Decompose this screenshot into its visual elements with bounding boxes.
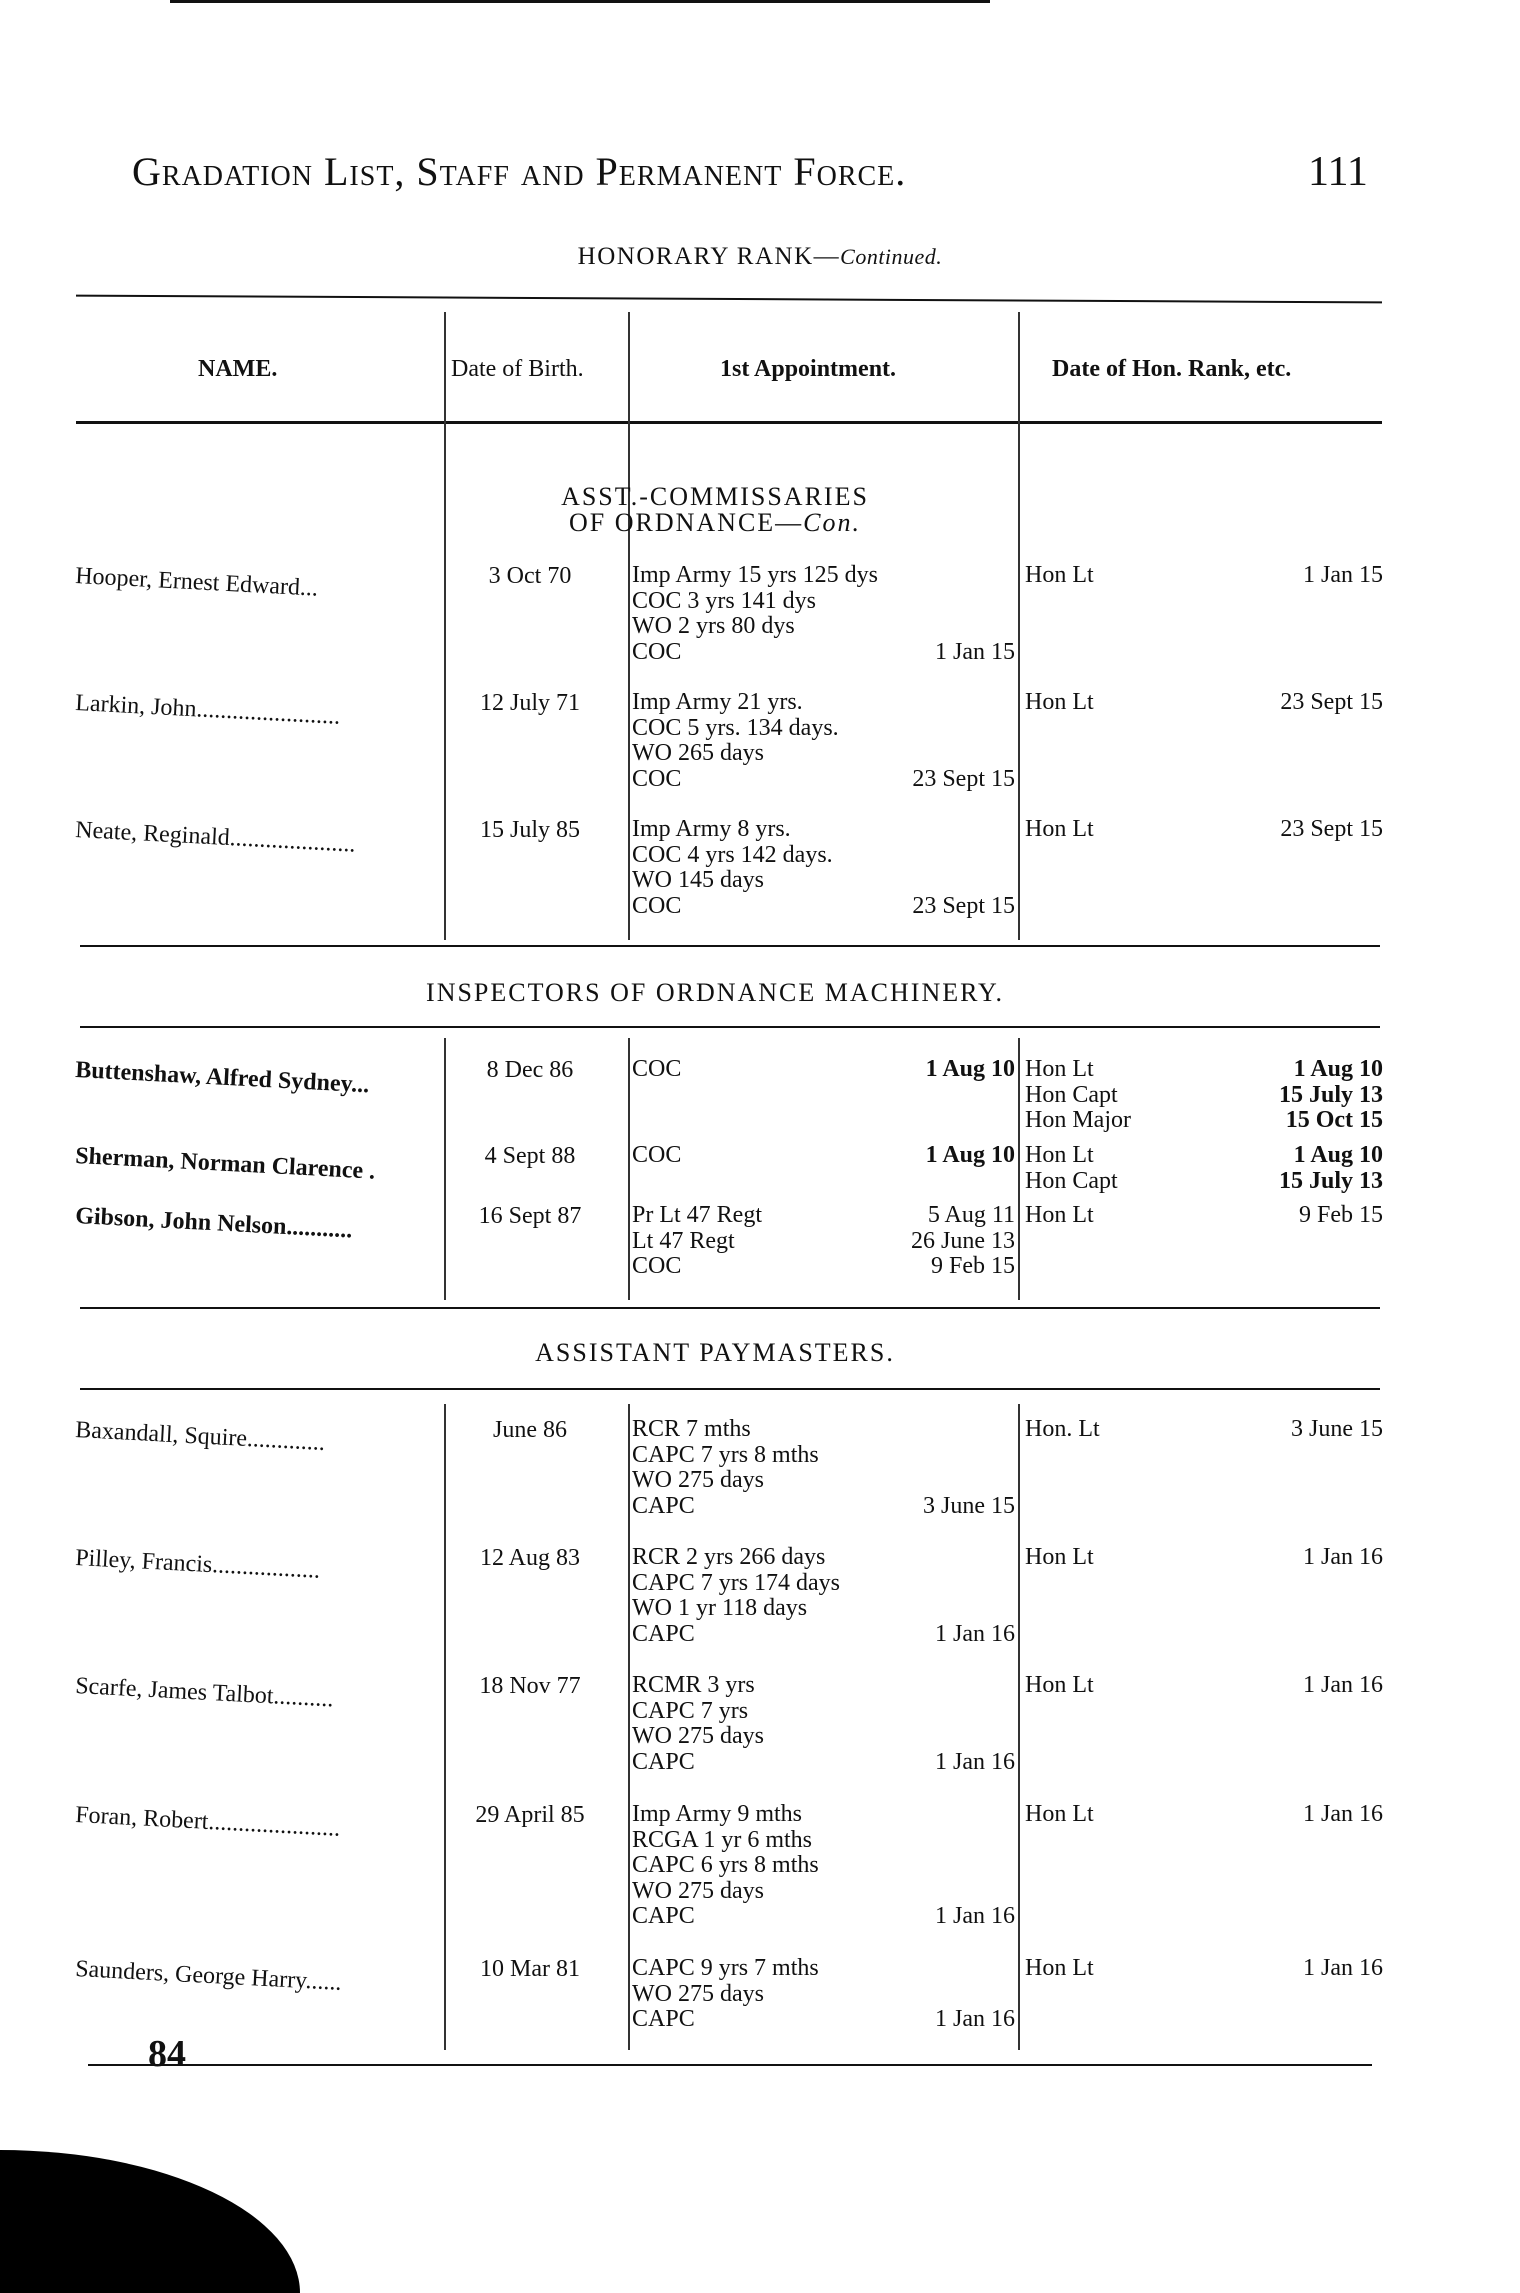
appointment-line: COC 5 yrs. 134 days. [632, 714, 839, 741]
appointment-line: WO 145 days [632, 867, 764, 893]
section-end-rule-2 [80, 1307, 1380, 1309]
section-rule-2 [80, 1026, 1380, 1028]
section-title-line2: OF ORDNANCE—Con. [568, 508, 862, 537]
appointment-line: COC 3 yrs 141 dys [632, 587, 817, 614]
column-header-hon-rank: Date of Hon. Rank, etc. [1052, 356, 1292, 382]
rank-line: Hon Lt 1 Jan 16 [1025, 1672, 1383, 1698]
column-divider-3 [1018, 312, 1020, 940]
appointment-line: WO 2 yrs 80 dys [632, 613, 795, 639]
appointment-line: CAPC 1 Jan 16 [632, 2006, 1015, 2032]
appointment-line: CAPC 7 yrs 8 mths [632, 1441, 819, 1468]
entry-hon-ranks [1025, 1545, 1383, 1571]
rank-line: Hon. Lt 3 June 15 [1025, 1416, 1383, 1442]
appointment-line: Imp Army 9 mths [632, 1801, 803, 1827]
entry-birth: 4 Sept 88 [484, 1143, 576, 1169]
rank-line: Hon Lt 23 Sept 15 [1025, 689, 1383, 715]
section-title-asst-commissaries [0, 484, 1430, 536]
appointment-line: CAPC 3 June 15 [632, 1492, 1015, 1519]
entry-appointments [632, 690, 1015, 792]
page-title: Gradation List, Staff and Permanent Force. [132, 149, 907, 194]
entry-birth: 8 Dec 86 [486, 1057, 574, 1083]
entry-appointments [632, 1417, 1015, 1519]
entry-birth: 10 Mar 81 [480, 1956, 580, 1982]
entry-name: Baxandall, Squire............. [74, 1417, 326, 1457]
entry-name: Sherman, Norman Clarence . [74, 1143, 376, 1185]
appointment-line: COC 1 Aug 10 [632, 1056, 1015, 1082]
entry-hon-ranks [1025, 1417, 1383, 1443]
entry-appointments [632, 1203, 1015, 1280]
header-bottom-rule [76, 421, 1382, 424]
entry-hon-ranks [1025, 1057, 1383, 1134]
table-bottom-rule [88, 2064, 1372, 2066]
rank-line: Hon Capt 15 July 13 [1025, 1081, 1383, 1108]
appointment-line: RCGA 1 yr 6 mths [632, 1826, 813, 1853]
appointment-line: RCMR 3 yrs [632, 1672, 755, 1698]
column-header-birth: Date of Birth. [451, 356, 584, 382]
rank-line: Hon Lt 1 Jan 16 [1025, 1544, 1383, 1570]
appointment-line: CAPC 1 Jan 16 [632, 1620, 1015, 1647]
section-end-rule-1 [80, 945, 1380, 947]
appointment-line: COC 23 Sept 15 [632, 765, 1015, 792]
section-title-line1: ASST.-COMMISSARIES [561, 482, 869, 511]
entry-birth: 3 Oct 70 [488, 563, 572, 589]
entry-appointments [632, 1802, 1015, 1930]
appointment-line: Imp Army 21 yrs. [632, 689, 803, 715]
entry-hon-ranks [1025, 1956, 1383, 1982]
entry-appointments [632, 1143, 1015, 1169]
entry-name: Neate, Reginald..................... [74, 817, 357, 858]
entry-birth: 18 Nov 77 [479, 1673, 581, 1699]
appointment-line: CAPC 7 yrs 174 days [632, 1569, 841, 1596]
appointment-line: WO 275 days [632, 1980, 764, 2007]
top-edge-rule [170, 0, 990, 3]
appointment-line: CAPC 1 Jan 16 [632, 1903, 1015, 1929]
appointment-line: COC 9 Feb 15 [632, 1253, 1015, 1279]
entry-appointments [632, 1057, 1015, 1083]
entry-hon-ranks [1025, 1203, 1383, 1229]
column-header-name: NAME. [198, 356, 278, 382]
entry-name: Gibson, John Nelson........... [74, 1203, 354, 1244]
entry-name: Pilley, Francis.................. [74, 1545, 321, 1584]
entry-birth: 12 July 71 [479, 690, 580, 716]
rank-line: Hon Lt 9 Feb 15 [1025, 1202, 1383, 1228]
entry-name: Scarfe, James Talbot.......... [74, 1673, 335, 1713]
entry-name: Hooper, Ernest Edward... [74, 563, 319, 602]
column-divider-1 [444, 1404, 446, 2050]
appointment-line: Pr Lt 47 Regt 5 Aug 11 [632, 1202, 1015, 1228]
entry-appointments [632, 563, 1015, 665]
appointment-line: Imp Army 15 yrs 125 dys [632, 562, 878, 588]
margin-note: 84 [148, 2033, 186, 2075]
rank-line: Hon Lt 1 Aug 10 [1025, 1142, 1383, 1168]
continued-text: HONORARY RANK— [577, 243, 841, 270]
entry-name: Foran, Robert...................... [74, 1802, 341, 1842]
appointment-line: WO 1 yr 118 days [632, 1595, 808, 1621]
entry-hon-ranks [1025, 817, 1383, 843]
column-divider-1 [444, 312, 446, 940]
column-divider-3 [1018, 1038, 1020, 1300]
appointment-line: WO 275 days [632, 1877, 764, 1904]
appointment-line: WO 265 days [632, 740, 764, 766]
rank-line: Hon Capt 15 July 13 [1025, 1167, 1383, 1194]
column-divider-3 [1018, 1404, 1020, 2050]
appointment-line: COC 1 Aug 10 [632, 1142, 1015, 1168]
appointment-line: CAPC 9 yrs 7 mths [632, 1955, 819, 1981]
rank-line: Hon Lt 23 Sept 15 [1025, 816, 1383, 842]
entry-name: Larkin, John........................ [74, 690, 341, 730]
rank-line: Hon Lt 1 Jan 16 [1025, 1955, 1383, 1981]
entry-hon-ranks [1025, 1143, 1383, 1194]
entry-name: Saunders, George Harry...... [74, 1956, 343, 1996]
entry-birth: 15 July 85 [479, 817, 580, 843]
entry-hon-ranks [1025, 563, 1383, 589]
appointment-line: RCR 2 yrs 266 days [632, 1544, 826, 1570]
scan-corner-shadow [0, 2150, 300, 2293]
entry-appointments [632, 1673, 1015, 1775]
appointment-line: COC 23 Sept 15 [632, 892, 1015, 919]
entry-birth: 16 Sept 87 [478, 1203, 582, 1229]
column-divider-2 [628, 312, 630, 940]
entry-birth: June 86 [493, 1417, 567, 1443]
appointment-line: CAPC 6 yrs 8 mths [632, 1852, 819, 1878]
section-title-inspectors: INSPECTORS OF ORDNANCE MACHINERY. [426, 978, 1004, 1007]
entry-birth: 12 Aug 83 [479, 1545, 580, 1571]
rank-line: Hon Lt 1 Aug 10 [1025, 1056, 1383, 1082]
entry-appointments [632, 1956, 1015, 2033]
column-divider-2 [628, 1038, 630, 1300]
appointment-line: COC 4 yrs 142 days. [632, 841, 833, 868]
column-divider-2 [628, 1404, 630, 2050]
appointment-line: Lt 47 Regt 26 June 13 [632, 1227, 1015, 1254]
entry-appointments [632, 817, 1015, 919]
rank-line: Hon Lt 1 Jan 15 [1025, 562, 1383, 588]
continued-heading [0, 243, 1520, 271]
section-rule-3 [80, 1388, 1380, 1390]
rank-line: Hon Lt 1 Jan 16 [1025, 1801, 1383, 1827]
appointment-line: COC 1 Jan 15 [632, 638, 1015, 665]
column-header-appointment: 1st Appointment. [720, 356, 897, 382]
header-top-rule [76, 295, 1382, 304]
entry-hon-ranks [1025, 690, 1383, 716]
continued-italic: Continued. [840, 244, 943, 269]
entry-name: Buttenshaw, Alfred Sydney... [74, 1057, 370, 1099]
appointment-line: CAPC 1 Jan 16 [632, 1748, 1015, 1775]
entry-hon-ranks [1025, 1673, 1383, 1699]
entry-appointments [632, 1545, 1015, 1647]
entry-hon-ranks [1025, 1802, 1383, 1828]
rank-line: Hon Major 15 Oct 15 [1025, 1107, 1383, 1133]
appointment-line: Imp Army 8 yrs. [632, 816, 791, 842]
appointment-line: RCR 7 mths [632, 1416, 751, 1442]
page-number: 111 [1308, 149, 1368, 195]
entry-birth: 29 April 85 [475, 1802, 585, 1828]
appointment-line: WO 275 days [632, 1723, 764, 1749]
appointment-line: CAPC 7 yrs [632, 1697, 749, 1724]
appointment-line: WO 275 days [632, 1467, 764, 1493]
section-title-paymasters: ASSISTANT PAYMASTERS. [535, 1338, 895, 1367]
